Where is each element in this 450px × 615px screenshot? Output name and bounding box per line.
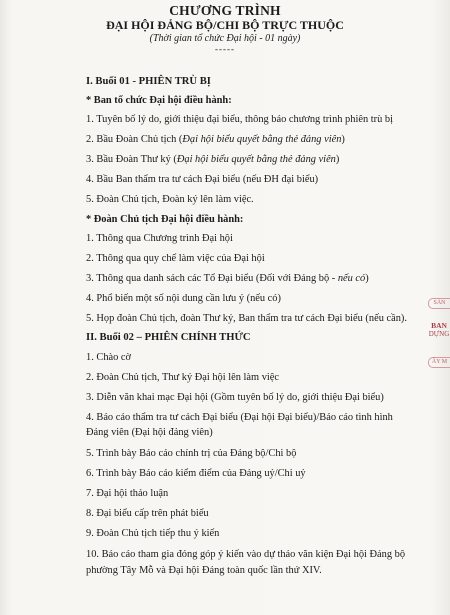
list-item: 2. Đoàn Chủ tịch, Thư ký Đại hội lên làm việc [86, 372, 280, 383]
document-time-note: (Thời gian tổ chức Đại hội - 01 ngày) [149, 33, 301, 44]
side-stamp [428, 298, 450, 368]
list-item: 2. Thông qua quy chế làm việc của Đại hội [86, 253, 265, 264]
list-item: 1. Chào cờ [86, 352, 132, 363]
list-item: 8. Đại biểu cấp trên phát biểu [86, 508, 209, 519]
list-item: 5. Đoàn Chủ tịch, Đoàn ký lên làm việc. [86, 194, 254, 205]
document-subtitle: ĐẠI HỘI ĐẢNG BỘ/CHI BỘ TRỰC THUỘC [106, 18, 344, 32]
list-item-continuation: Đảng viên (Đại hội đảng viên) [86, 427, 213, 438]
list-item: 3. Bầu Đoàn Thư ký (Đại hội biểu quyết bằng thẻ đảng viên) [86, 154, 340, 165]
session2-heading: II. Buổi 02 – PHIÊN CHÍNH THỨC [86, 332, 251, 343]
list-item: 10. Báo cáo tham gia đóng góp ý kiến vào dự thảo văn kiện Đại hội Đảng bộ [86, 549, 406, 560]
list-item: 2. Bầu Đoàn Chủ tịch (Đại hội biểu quyết bằng thẻ đảng viên) [86, 134, 345, 145]
list-item: 4. Bầu Ban thẩm tra tư cách Đại biểu (nếu ĐH đại biểu) [86, 174, 319, 185]
list-item: 9. Đoàn Chủ tịch tiếp thu ý kiến [86, 528, 220, 539]
list-item: 7. Đại hội thảo luận [86, 488, 169, 499]
stamp-text-3: DỰNG [428, 330, 450, 338]
session1-heading: I. Buổi 01 - PHIÊN TRÙ BỊ [86, 76, 211, 87]
session1-group2-heading: * Đoàn Chủ tịch Đại hội điều hành: [86, 214, 244, 225]
session1-group1-heading: * Ban tổ chức Đại hội điều hành: [86, 95, 232, 106]
header-separator: ----- [215, 44, 235, 54]
list-item: 1. Tuyên bố lý do, giới thiệu đại biểu, thông báo chương trình phiên trù bị [86, 114, 393, 125]
stamp-text-2: BAN [431, 321, 447, 330]
list-item: 5. Trình bày Báo cáo chính trị của Đảng bộ/Chi bộ [86, 448, 297, 459]
list-item-continuation: phường Tây Mỗ và Đại hội Đảng toàn quốc lần thứ XIV. [86, 565, 322, 576]
stamp-text-1: SẢN [428, 298, 450, 309]
list-item: 4. Phổ biến một số nội dung cần lưu ý (nếu có) [86, 293, 281, 304]
document-title: CHƯƠNG TRÌNH [169, 3, 281, 18]
stamp-text-4: ÂY M [428, 357, 450, 368]
list-item: 6. Trình bày Báo cáo kiểm điểm của Đảng uỷ/Chi uỷ [86, 468, 306, 479]
list-item: 5. Họp đoàn Chủ tịch, đoàn Thư ký, Ban thẩm tra tư cách Đại biểu (nếu cần). [86, 313, 407, 324]
list-item: 4. Báo cáo thẩm tra tư cách Đại biểu (Đại hội Đại biểu)/Báo cáo tình hình [86, 412, 393, 423]
list-item: 3. Diễn văn khai mạc Đại hội (Gồm tuyên bố lý do, giới thiệu Đại biểu) [86, 392, 384, 403]
list-item: 1. Thông qua Chương trình Đại hội [86, 233, 233, 244]
list-item: 3. Thông qua danh sách các Tổ Đại biểu (Đối với Đảng bộ - nếu có) [86, 273, 369, 284]
